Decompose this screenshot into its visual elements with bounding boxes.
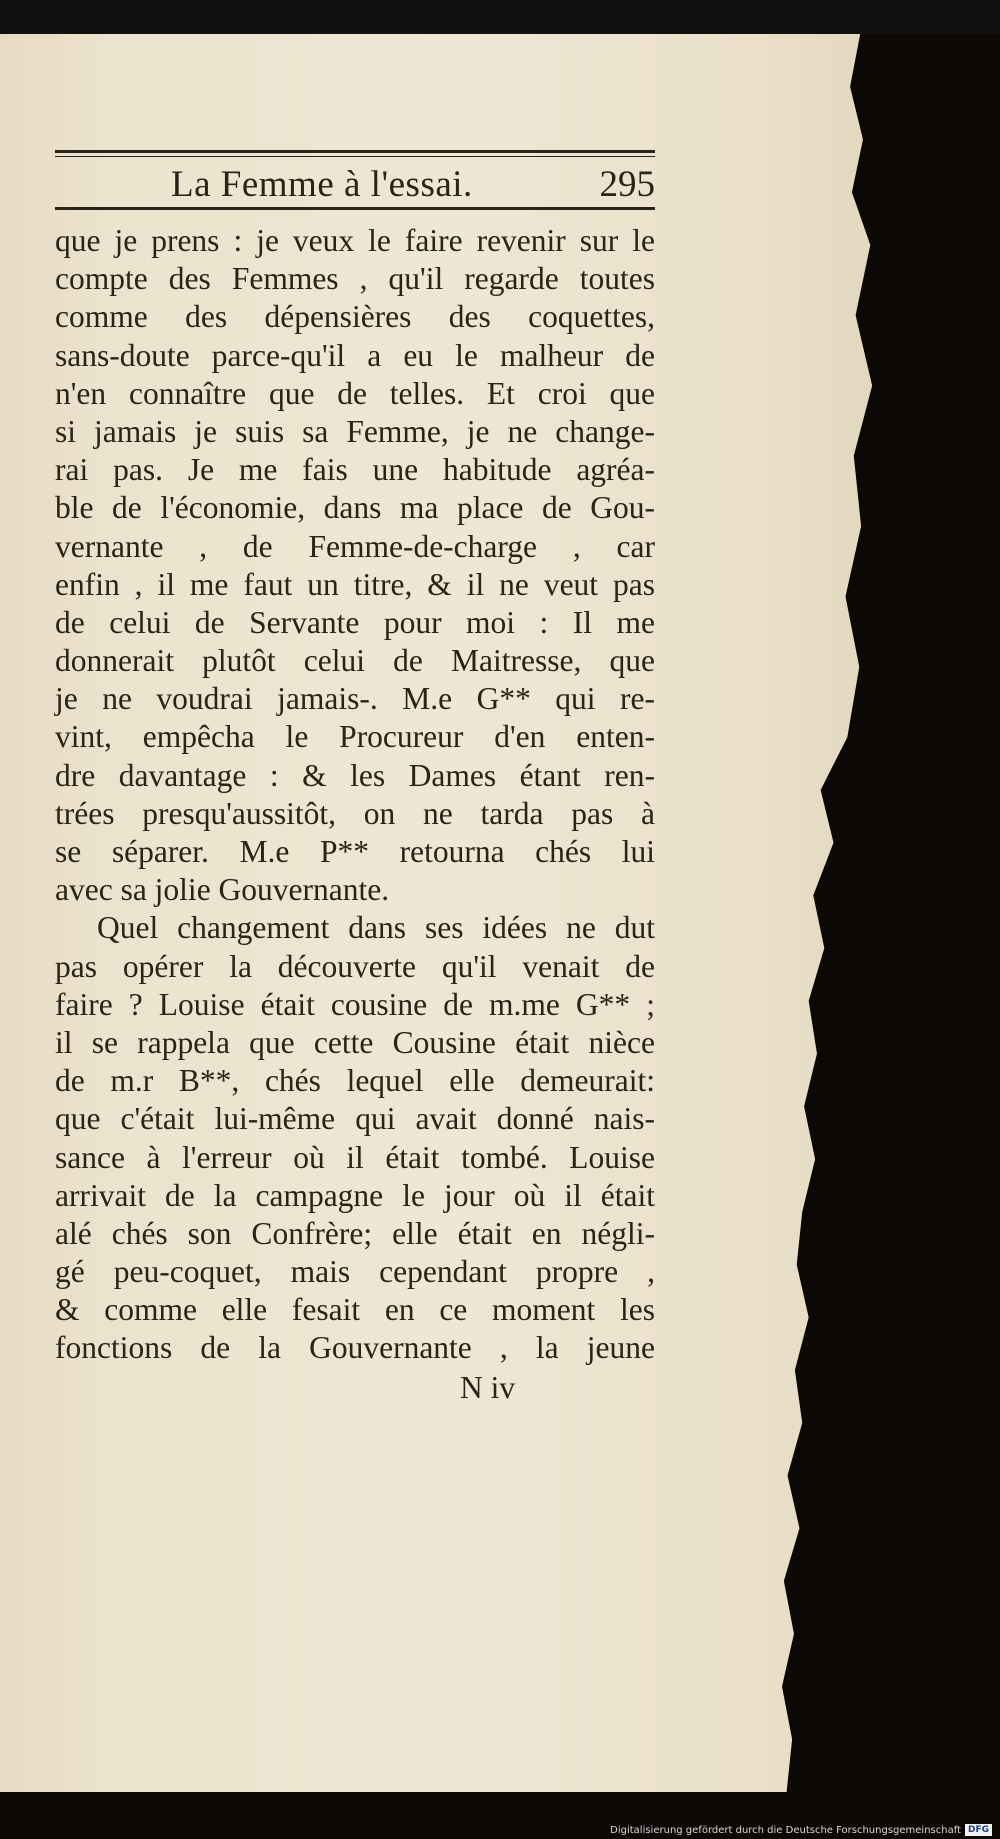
text-line: que c'était lui-même qui avait donné nais- [55,1101,655,1137]
text-line: Quel changement dans ses idées ne dut [97,910,655,946]
text-line: comme des dépensières des coquettes, [55,299,655,335]
header-rule-bottom [55,207,655,210]
text-line: de celui de Servante pour moi : Il me [55,604,655,640]
dfg-logo: DFG [965,1824,992,1836]
text-line: n'en connaître que de telles. Et croi que [55,375,655,411]
text-line: gé peu-coquet, mais cependant propre , [55,1254,655,1290]
text-line: faire ? Louise était cousine de m.me G** ; [55,986,655,1022]
text-line: avec sa jolie Gouvernante. [55,872,390,908]
text-line: fonctions de la Gouvernante , la jeune [55,1330,655,1366]
book-page [55,150,655,1410]
text-line: ble de l'économie, dans ma place de Gou- [55,490,655,526]
text-line: de m.r B**, chés lequel elle demeurait: [55,1063,655,1099]
text-line: si jamais je suis sa Femme, je ne change- [55,413,655,449]
text-line: je ne voudrai jamais-. M.e G** qui re- [55,681,655,717]
text-line: rai pas. Je me fais une habitude agréa- [55,452,655,488]
text-line: sance à l'erreur où il était tombé. Louise [55,1139,655,1175]
text-line: enfin , il me faut un titre, & il ne veut pas [55,566,655,602]
text-line: dre davantage : & les Dames étant ren- [55,757,655,793]
text-line: & comme elle fesait en ce moment les [55,1292,655,1328]
text-line: arrivait de la campagne le jour où il était [55,1177,655,1213]
text-line: se séparer. M.e P** retourna chés lui [55,834,655,869]
body-text [55,222,655,1368]
running-title: La Femme à l'essai. [171,164,473,205]
text-line: vernante , de Femme-de-charge , car [55,528,655,564]
text-line: alé chés son Confrère; elle était en négli- [55,1215,655,1251]
credit-text: Digitalisierung gefördert durch die Deutsche Forschungsgemeinschaft [610,1824,961,1836]
signature-mark: N iv [460,1369,516,1405]
text-line: vint, empêcha le Procureur d'en enten- [55,719,655,755]
text-line: que je prens : je veux le faire revenir sur le [55,223,655,258]
text-line: donnerait plutôt celui de Maitresse, que [55,643,655,679]
text-line: il se rappela que cette Cousine était nièce [55,1024,655,1060]
text-line: pas opérer la découverte qu'il venait de [55,948,655,984]
header-rule-top [55,150,655,153]
page-number: 295 [599,164,655,205]
digitization-credit [610,1824,992,1836]
text-line: sans-doute parce-qu'il a eu le malheur de [55,337,655,373]
text-line: compte des Femmes , qu'il regarde toutes [55,261,655,297]
text-line: trées presqu'aussitôt, on ne tarda pas à [55,795,655,831]
scan-top-border [0,0,1000,34]
running-head [55,157,655,205]
